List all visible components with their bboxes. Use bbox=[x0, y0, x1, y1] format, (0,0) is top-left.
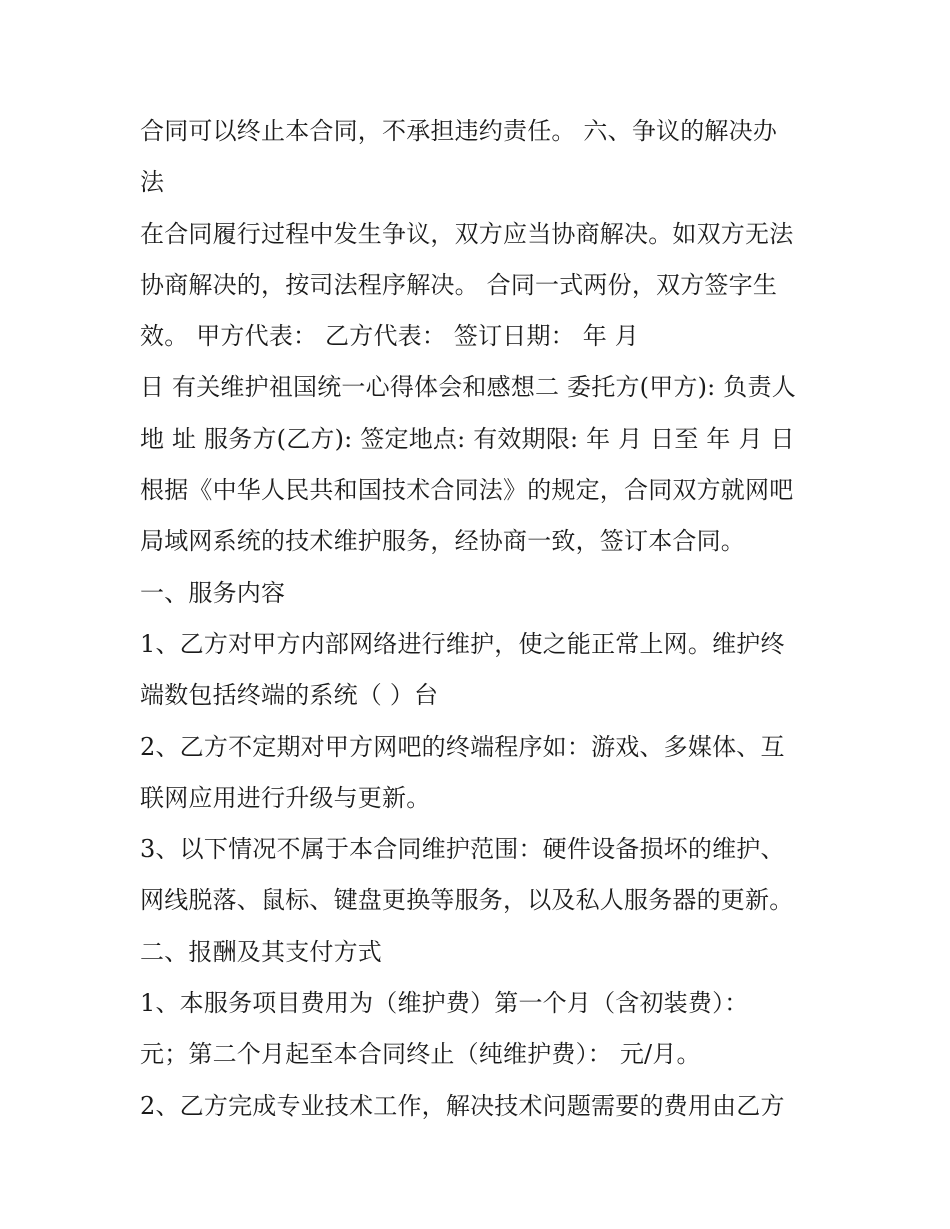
text-line: 联网应用进行升级与更新。 bbox=[140, 783, 431, 812]
text-line: 在合同履行过程中发生争议，双方应当协商解决。如双方无法 bbox=[140, 219, 794, 248]
text-line: 地 址 服务方(乙方): 签定地点: 有效期限: 年 月 日至 年 月 日 bbox=[140, 424, 795, 453]
text-line: 效。 甲方代表： 乙方代表： 签订日期： 年 月 bbox=[140, 322, 639, 351]
text-line: 法 bbox=[140, 168, 165, 197]
text-line: 3、以下情况不属于本合同维护范围：硬件设备损坏的维护、 bbox=[140, 835, 785, 864]
section-heading-payment: 二、报酬及其支付方式 bbox=[140, 937, 382, 966]
text-line: 2、乙方完成专业技术工作，解决技术问题需要的费用由乙方 bbox=[140, 1091, 785, 1120]
text-line: 根据《中华人民共和国技术合同法》的规定，合同双方就网吧 bbox=[140, 476, 794, 505]
contract-text bbox=[140, 106, 820, 1132]
text-line: 1、乙方对甲方内部网络进行维护，使之能正常上网。维护终 bbox=[140, 629, 785, 658]
text-line: 协商解决的，按司法程序解决。 合同一式两份，双方签字生 bbox=[140, 270, 778, 299]
text-line: 日 有关维护祖国统一心得体会和感想二 委托方(甲方): 负责人 bbox=[140, 373, 796, 402]
text-line: 端数包括终端的系统（ ）台 bbox=[140, 681, 439, 710]
text-line: 网线脱落、鼠标、键盘更换等服务，以及私人服务器的更新。 bbox=[140, 886, 794, 915]
section-heading-service-content: 一、服务内容 bbox=[140, 578, 286, 607]
text-line: 局域网系统的技术维护服务，经协商一致，签订本合同。 bbox=[140, 527, 745, 556]
text-line: 合同可以终止本合同，不承担违约责任。 六、争议的解决办 bbox=[140, 117, 778, 145]
text-line: 2、乙方不定期对甲方网吧的终端程序如：游戏、多媒体、互 bbox=[140, 732, 785, 761]
text-line: 1、本服务项目费用为（维护费）第一个月（含初装费）： bbox=[140, 989, 749, 1018]
text-line: 元；第二个月起至本合同终止（纯维护费）： 元/月。 bbox=[140, 1040, 701, 1069]
